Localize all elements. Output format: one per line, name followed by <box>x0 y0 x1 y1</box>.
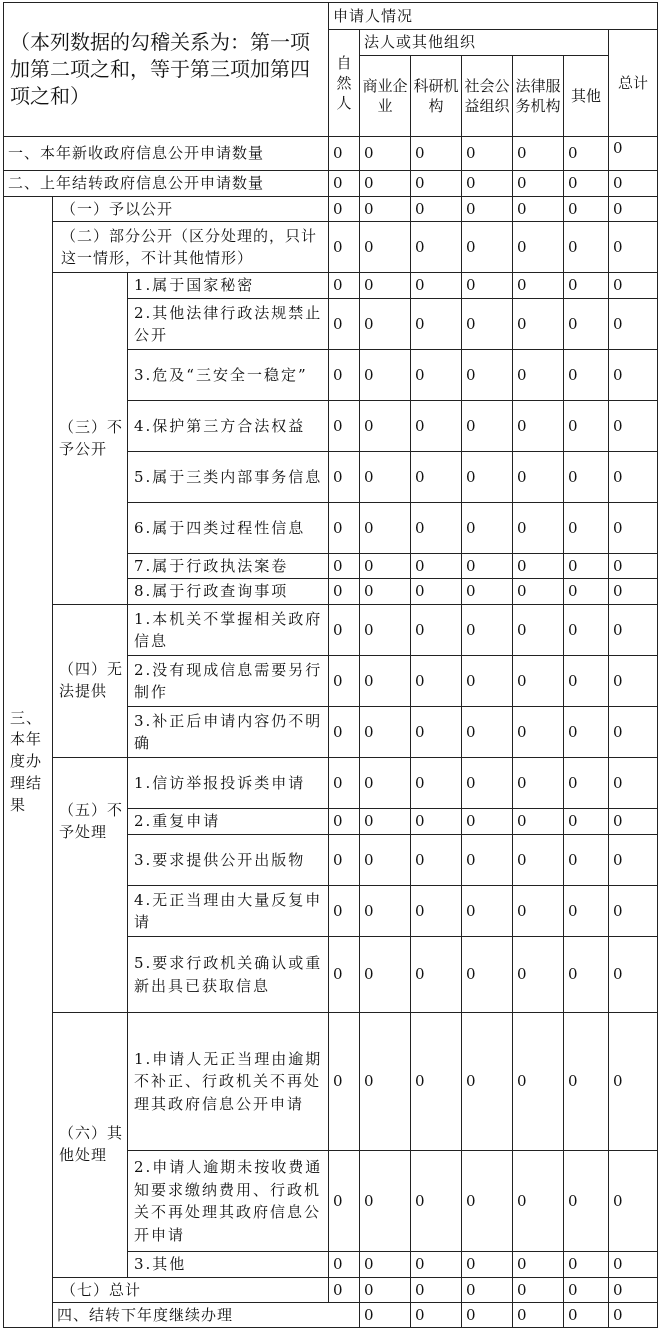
cell-value: 0 <box>609 299 658 350</box>
row-label: 1.本机关不掌握相关政府信息 <box>128 605 329 656</box>
cell-value: 0 <box>609 273 658 299</box>
cell-value: 0 <box>360 605 411 656</box>
table-row <box>4 273 658 299</box>
cell-value: 0 <box>360 758 411 809</box>
cell-value: 0 <box>411 137 462 171</box>
cell-value: 0 <box>564 579 609 605</box>
cell-value: 0 <box>329 503 360 554</box>
cell-value: 0 <box>513 299 564 350</box>
cell-value: 0 <box>360 809 411 835</box>
cell-value: 0 <box>411 1252 462 1278</box>
cell-value: 0 <box>462 554 513 579</box>
row-label: 8.属于行政查询事项 <box>128 579 329 605</box>
row-label: 3.补正后申请内容仍不明确 <box>128 707 329 758</box>
cell-value: 0 <box>609 350 658 401</box>
cell-value: 0 <box>462 299 513 350</box>
cell-value: 0 <box>329 809 360 835</box>
row-label: 5.属于三类内部事务信息 <box>128 452 329 503</box>
cell-value: 0 <box>609 554 658 579</box>
cell-value: 0 <box>564 656 609 707</box>
table-row <box>4 137 658 171</box>
cell-value: 0 <box>513 758 564 809</box>
cell-value: 0 <box>411 1013 462 1151</box>
cell-value: 0 <box>411 579 462 605</box>
cell-value: 0 <box>462 1252 513 1278</box>
cell-value: 0 <box>513 1278 564 1303</box>
legal-service-header: 法律服务机构 <box>513 56 564 137</box>
cell-value: 0 <box>462 222 513 273</box>
table-row <box>4 1303 658 1328</box>
row-label: （一）予以公开 <box>53 197 329 222</box>
cell-value: 0 <box>329 1252 360 1278</box>
cell-value: 0 <box>513 707 564 758</box>
cell-value: 0 <box>564 809 609 835</box>
cell-value: 0 <box>462 503 513 554</box>
cell-value: 0 <box>513 886 564 937</box>
cell-value: 0 <box>411 222 462 273</box>
cell-value: 0 <box>513 222 564 273</box>
row-label: 2.重复申请 <box>128 809 329 835</box>
cell-value: 0 <box>329 579 360 605</box>
cell-value: 0 <box>329 656 360 707</box>
cell-value: 0 <box>564 1278 609 1303</box>
cell-value: 0 <box>360 1151 411 1252</box>
section3-label: 三、本年度办理结果 <box>4 197 53 1328</box>
row-label: 2.没有现成信息需要另行制作 <box>128 656 329 707</box>
cell-value: 0 <box>609 886 658 937</box>
row-label: 二、上年结转政府信息公开申请数量 <box>4 171 329 197</box>
table-row <box>4 171 658 197</box>
cell-value: 0 <box>609 171 658 197</box>
cell-value: 0 <box>513 579 564 605</box>
cell-value: 0 <box>609 222 658 273</box>
category-label: （六）其他处理 <box>53 1013 128 1278</box>
cell-value: 0 <box>411 273 462 299</box>
cell-value: 0 <box>462 452 513 503</box>
cell-value: 0 <box>411 605 462 656</box>
natural-person-header: 自然人 <box>329 30 360 137</box>
cell-value: 0 <box>564 605 609 656</box>
cell-value: 0 <box>609 707 658 758</box>
cell-value: 0 <box>462 350 513 401</box>
cell-value: 0 <box>609 1013 658 1151</box>
cell-value: 0 <box>360 1252 411 1278</box>
cell-value: 0 <box>360 137 411 171</box>
cell-value: 0 <box>411 554 462 579</box>
cell-value: 0 <box>329 937 360 1013</box>
disclosure-table <box>3 2 658 1328</box>
cell-value: 0 <box>329 452 360 503</box>
cell-value: 0 <box>411 197 462 222</box>
cell-value: 0 <box>329 835 360 886</box>
cell-value: 0 <box>360 503 411 554</box>
cell-value: 0 <box>462 1013 513 1151</box>
cell-value: 0 <box>513 835 564 886</box>
cell-value: 0 <box>329 273 360 299</box>
cell-value: 0 <box>329 401 360 452</box>
cell-value: 0 <box>564 222 609 273</box>
cell-value: 0 <box>329 197 360 222</box>
cell-value: 0 <box>564 273 609 299</box>
cell-value: 0 <box>411 350 462 401</box>
cell-value: 0 <box>564 886 609 937</box>
cell-value: 0 <box>329 1013 360 1151</box>
cell-value: 0 <box>462 401 513 452</box>
cell-value: 0 <box>411 1278 462 1303</box>
cell-value: 0 <box>513 452 564 503</box>
cell-value: 0 <box>329 137 360 171</box>
cell-value: 0 <box>609 1303 658 1328</box>
cell-value: 0 <box>513 350 564 401</box>
cell-value: 0 <box>329 222 360 273</box>
cell-value: 0 <box>329 554 360 579</box>
cell-value: 0 <box>513 171 564 197</box>
cell-value: 0 <box>360 299 411 350</box>
cell-value: 0 <box>411 299 462 350</box>
cell-value: 0 <box>360 171 411 197</box>
cell-value: 0 <box>564 554 609 579</box>
row-label: 四、结转下年度继续办理 <box>53 1303 360 1328</box>
cell-value: 0 <box>462 197 513 222</box>
row-label: 3.要求提供公开出版物 <box>128 835 329 886</box>
row-label: （二）部分公开（区分处理的，只计这一情形，不计其他情形） <box>53 222 329 273</box>
row-label: 1.信访举报投诉类申请 <box>128 758 329 809</box>
table-row <box>4 886 658 937</box>
cell-value: 0 <box>609 1278 658 1303</box>
cell-value: 0 <box>609 809 658 835</box>
cell-value: 0 <box>329 1151 360 1252</box>
cell-value: 0 <box>462 835 513 886</box>
cell-value: 0 <box>462 137 513 171</box>
cell-value: 0 <box>609 1252 658 1278</box>
legal-group-header: 法人或其他组织 <box>360 30 609 56</box>
cell-value: 0 <box>411 886 462 937</box>
cell-value: 0 <box>360 835 411 886</box>
cell-value: 0 <box>564 1151 609 1252</box>
cell-value: 0 <box>564 452 609 503</box>
cell-value: 0 <box>411 937 462 1013</box>
row-label: 6.属于四类过程性信息 <box>128 503 329 554</box>
cell-value: 0 <box>564 350 609 401</box>
cell-value: 0 <box>360 1278 411 1303</box>
cell-value: 0 <box>609 605 658 656</box>
cell-value: 0 <box>360 273 411 299</box>
research-header: 科研机构 <box>411 56 462 137</box>
cell-value: 0 <box>564 401 609 452</box>
cell-value: 0 <box>360 452 411 503</box>
cell-value: 0 <box>411 1151 462 1252</box>
row-label: （七）总计 <box>53 1278 329 1303</box>
cell-value: 0 <box>329 707 360 758</box>
cell-value: 0 <box>513 605 564 656</box>
applicant-header: 申请人情况 <box>329 3 658 30</box>
row-label: 1.属于国家秘密 <box>128 273 329 299</box>
row-label: 3.其他 <box>128 1252 329 1278</box>
row-label: 7.属于行政执法案卷 <box>128 554 329 579</box>
category-label: （三）不予公开 <box>53 273 128 605</box>
row-label: 1.申请人无正当理由逾期不补正、行政机关不再处理其政府信息公开申请 <box>128 1013 329 1151</box>
cell-value: 0 <box>360 656 411 707</box>
cell-value: 0 <box>411 707 462 758</box>
cell-value: 0 <box>609 401 658 452</box>
cell-value: 0 <box>360 886 411 937</box>
cell-value: 0 <box>462 605 513 656</box>
cell-value: 0 <box>360 707 411 758</box>
cell-value: 0 <box>329 1278 360 1303</box>
cell-value: 0 <box>411 1303 462 1328</box>
cell-value: 0 <box>329 350 360 401</box>
cell-value: 0 <box>462 809 513 835</box>
cell-value: 0 <box>564 707 609 758</box>
cell-value: 0 <box>609 835 658 886</box>
cell-value: 0 <box>360 554 411 579</box>
cell-value: 0 <box>462 1303 513 1328</box>
cell-value: 0 <box>609 579 658 605</box>
cell-value: 0 <box>609 656 658 707</box>
cell-value: 0 <box>411 401 462 452</box>
cell-value: 0 <box>564 137 609 171</box>
cell-value: 0 <box>360 401 411 452</box>
cell-value: 0 <box>564 171 609 197</box>
row-label: 4.无正当理由大量反复申请 <box>128 886 329 937</box>
row-label: 一、本年新收政府信息公开申请数量 <box>4 137 329 171</box>
table-note: （本列数据的勾稽关系为：第一项加第二项之和，等于第三项加第四项之和） <box>4 3 329 137</box>
cell-value: 0 <box>564 299 609 350</box>
cell-value: 0 <box>411 809 462 835</box>
cell-value: 0 <box>462 1278 513 1303</box>
row-label: 3.危及“三安全一稳定” <box>128 350 329 401</box>
cell-value: 0 <box>513 503 564 554</box>
cell-value: 0 <box>513 401 564 452</box>
cell-value: 0 <box>513 809 564 835</box>
table-row <box>4 605 658 656</box>
cell-value: 0 <box>360 222 411 273</box>
table-row <box>4 222 658 273</box>
cell-value: 0 <box>513 1151 564 1252</box>
cell-value: 0 <box>329 171 360 197</box>
cell-value: 0 <box>462 707 513 758</box>
row-label: 2.其他法律行政法规禁止公开 <box>128 299 329 350</box>
cell-value: 0 <box>564 503 609 554</box>
cell-value: 0 <box>513 197 564 222</box>
cell-value: 0 <box>360 937 411 1013</box>
cell-value: 0 <box>513 273 564 299</box>
cell-value: 0 <box>513 1013 564 1151</box>
table-row <box>4 197 658 222</box>
cell-value: 0 <box>462 171 513 197</box>
cell-value: 0 <box>411 503 462 554</box>
cell-value: 0 <box>609 937 658 1013</box>
cell-value: 0 <box>609 1151 658 1252</box>
cell-value: 0 <box>329 758 360 809</box>
category-label: （五）不予处理 <box>53 758 128 886</box>
cell-value: 0 <box>360 1303 411 1328</box>
category-label: （四）无法提供 <box>53 605 128 758</box>
cell-value: 0 <box>462 1151 513 1252</box>
cell-value: 0 <box>411 171 462 197</box>
cell-value: 0 <box>329 605 360 656</box>
other-header: 其他 <box>564 56 609 137</box>
cell-value: 0 <box>462 579 513 605</box>
cell-value: 0 <box>411 656 462 707</box>
cell-value: 0 <box>360 1013 411 1151</box>
cell-value: 0 <box>513 1252 564 1278</box>
cell-value: 0 <box>513 137 564 171</box>
cell-value: 0 <box>513 554 564 579</box>
cell-value: 0 <box>462 937 513 1013</box>
cell-value: 0 <box>564 758 609 809</box>
cell-value: 0 <box>564 197 609 222</box>
cell-value: 0 <box>609 452 658 503</box>
cell-value: 0 <box>564 937 609 1013</box>
cell-value: 0 <box>564 1303 609 1328</box>
cell-value: 0 <box>513 1303 564 1328</box>
table-row <box>4 1278 658 1303</box>
row-label: 2.申请人逾期未按收费通知要求缴纳费用、行政机关不再处理其政府信息公开申请 <box>128 1151 329 1252</box>
cell-value: 0 <box>564 1013 609 1151</box>
cell-value: 0 <box>513 937 564 1013</box>
cell-value: 0 <box>462 758 513 809</box>
cell-value: 0 <box>609 137 658 171</box>
cell-value: 0 <box>564 1252 609 1278</box>
cell-value: 0 <box>462 656 513 707</box>
cell-value: 0 <box>411 758 462 809</box>
cell-value: 0 <box>329 886 360 937</box>
cell-value: 0 <box>462 273 513 299</box>
commercial-header: 商业企业 <box>360 56 411 137</box>
cell-value: 0 <box>462 886 513 937</box>
table-row <box>4 758 658 809</box>
cell-value: 0 <box>609 758 658 809</box>
row-label: 5.要求行政机关确认或重新出具已获取信息 <box>128 937 329 1013</box>
social-header: 社会公益组织 <box>462 56 513 137</box>
cell-value: 0 <box>513 656 564 707</box>
table-row <box>4 1013 658 1151</box>
cell-value: 0 <box>609 197 658 222</box>
cell-value: 0 <box>329 299 360 350</box>
cell-value: 0 <box>609 503 658 554</box>
total-header: 总计 <box>609 30 658 137</box>
cell-value: 0 <box>360 350 411 401</box>
cell-value: 0 <box>564 835 609 886</box>
cell-value: 0 <box>411 452 462 503</box>
cell-value: 0 <box>411 835 462 886</box>
row-label: 4.保护第三方合法权益 <box>128 401 329 452</box>
cell-value: 0 <box>360 579 411 605</box>
cell-value: 0 <box>360 197 411 222</box>
